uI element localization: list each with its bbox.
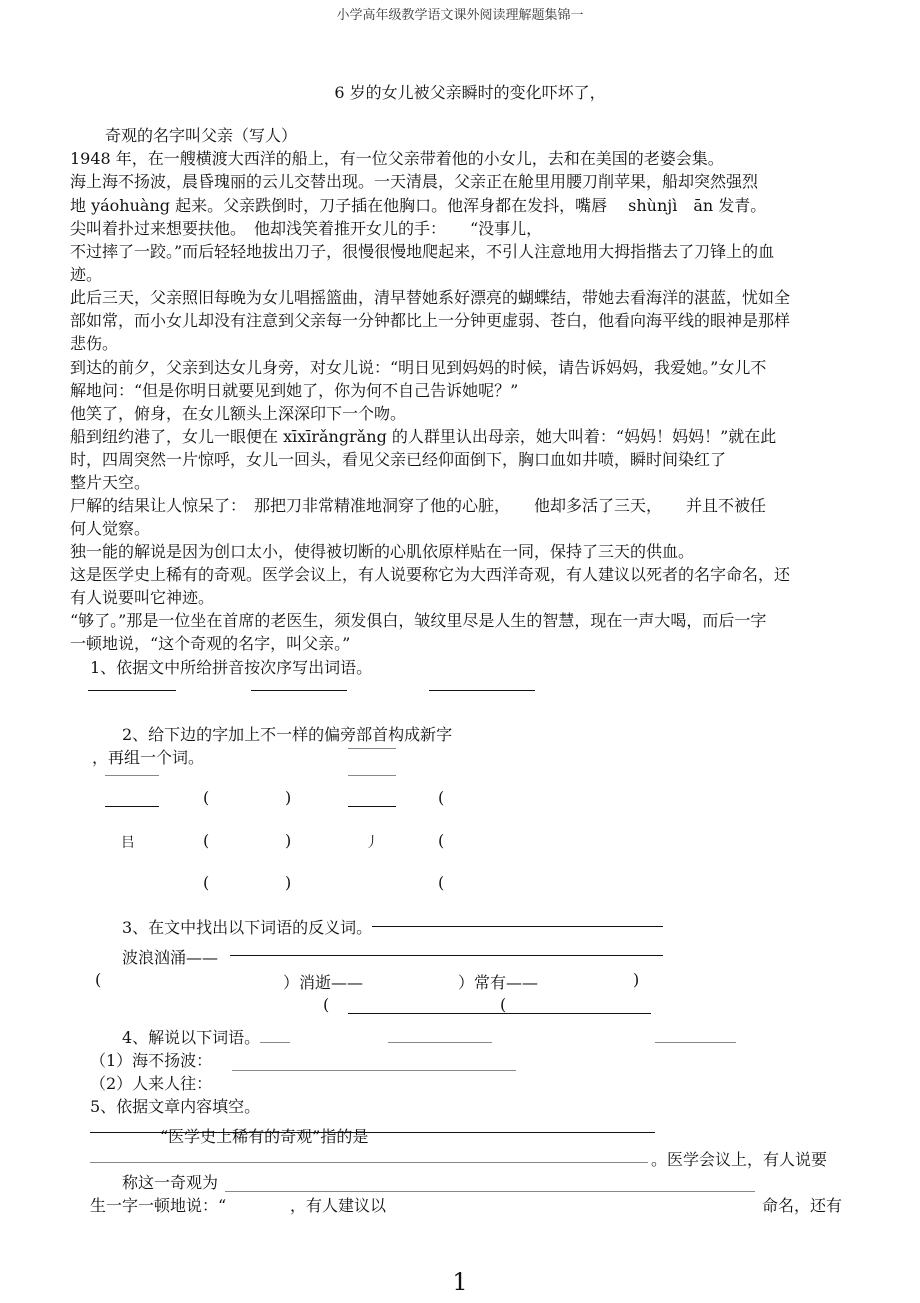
paren-left: ( (500, 995, 507, 1014)
q5-line: 称这一奇观为 (122, 1173, 219, 1192)
story-line: 有人说要叫它神迹。 (70, 588, 215, 607)
answer-blank[interactable] (105, 775, 159, 776)
answer-blank[interactable] (251, 690, 347, 691)
answer-blank[interactable] (260, 1042, 290, 1043)
story-line: 1948 年，在一艘横渡大西洋的船上，有一位父亲带着他的小女儿，去和在美国的老婆会集。 (70, 149, 724, 168)
paren-right: ) (285, 831, 292, 850)
radical-char: 㠯 (121, 835, 135, 851)
q5-line: ，有人建议以 (290, 1196, 387, 1215)
paren-left: ( (438, 831, 445, 850)
answer-blank[interactable] (348, 806, 396, 807)
answer-blank[interactable] (372, 926, 663, 927)
paren-left: ( (203, 831, 210, 850)
radical-char: 丿 (365, 835, 379, 851)
q3-item: ）消逝—— (283, 973, 364, 992)
q5-line: “医学史上稀有的奇观”指的是 (160, 1127, 369, 1146)
q4-item: （1）海不扬波： (90, 1051, 213, 1070)
answer-blank[interactable] (388, 1042, 492, 1043)
question-2: 2、给下边的字加上不一样的偏旁部首构成新字 (122, 725, 453, 744)
q5-line: 。医学会议上，有人说要 (651, 1150, 828, 1169)
story-line: “够了。”那是一位坐在首席的老医生，须发俱白，皱纹里尽是人生的智慧，现在一声大喝，而后一字 (70, 611, 767, 630)
answer-blank[interactable] (655, 1042, 736, 1043)
page-number: 1 (452, 1268, 468, 1296)
question-3: 3、在文中找出以下词语的反义词。 (122, 918, 373, 937)
story-line: 解地问：“但是你明日就要见到她了，你为何不自己告诉她呢？” (70, 381, 519, 400)
story-line: 迹。 (70, 265, 103, 284)
story-line: 尸解的结果让人惊呆了： 那把刀非常精准地洞穿了他的心脏， 他却多活了三天， 并且不被任 (70, 496, 767, 515)
paren-left: ( (203, 788, 210, 807)
paren-left: ( (95, 970, 102, 989)
story-line: 他笑了，俯身，在女儿额头上深深印下一个吻。 (70, 404, 407, 423)
answer-blank[interactable] (348, 748, 396, 749)
paren-right: ) (633, 970, 640, 989)
story-line: 海上海不扬波，晨昏瑰丽的云儿交替出现。一天清晨，父亲正在舱里用腰刀削苹果，船却突然强烈 (70, 172, 759, 191)
paren-left: ( (438, 788, 445, 807)
answer-blank[interactable] (348, 775, 396, 776)
q4-item: （2）人来人往： (90, 1074, 213, 1093)
story-line: 部如常，而小女儿却没有注意到父亲每一分钟都比上一分钟更虚弱、苍白，他看向海平线的眼神是那样 (70, 311, 791, 330)
story-line: 时，四周突然一片惊呼，女儿一回头，看见父亲已经仰面倒下，胸口血如井喷，瞬时间染红了 (70, 450, 727, 469)
page-header: 小学高年级教学语文课外阅读理解题集锦一 (336, 8, 584, 23)
q5-line: 命名，还有 (762, 1196, 843, 1215)
story-line: 到达的前夕，父亲到达女儿身旁，对女儿说：“明日见到妈妈的时候，请告诉妈妈，我爱她。”女儿不 (70, 358, 767, 377)
story-line: 船到纽约港了，女儿一眼便在 xīxīrǎngrǎng 的人群里认出母亲，她大叫着：“妈妈！妈妈！”就在此 (70, 427, 777, 446)
q3-item: ）常有—— (458, 973, 539, 992)
story-line: 何人觉察。 (70, 519, 151, 538)
story-line: 一顿地说，“这个奇观的名字，叫父亲。” (70, 634, 351, 653)
paren-right: ) (285, 788, 292, 807)
article-title: 6 岁的女儿被父亲瞬时的变化吓坏了， (334, 83, 606, 102)
question-1: 1、依据文中所给拼音按次序写出词语。 (90, 658, 373, 677)
story-line: 尖叫着扑过来想要扶他。 他却浅笑着推开女儿的手： “没事儿， (70, 219, 543, 238)
paren-left: ( (323, 995, 330, 1014)
paren-right: ) (285, 873, 292, 892)
question-5: 5、依据文章内容填空。 (90, 1097, 261, 1116)
story-line: 地 yáohuàng 起来。父亲跌倒时，刀子插在他胸口。他浑身都在发抖，嘴唇 shùnjì ān 发青。 (70, 196, 767, 215)
story-line: 不过摔了一跤。”而后轻轻地拔出刀子，很慢很慢地爬起来，不引人注意地用大拇指揩去了刀锋上的血 (70, 242, 775, 261)
answer-blank[interactable] (225, 1191, 755, 1192)
story-line: 整片天空。 (70, 473, 151, 492)
answer-blank[interactable] (230, 955, 663, 956)
paren-left: ( (203, 873, 210, 892)
story-line: 悲伤。 (70, 334, 119, 353)
story-line: 这是医学史上稀有的奇观。医学会议上，有人说要称它为大西洋奇观，有人建议以死者的名字命名，还 (70, 565, 791, 584)
answer-blank[interactable] (429, 690, 535, 691)
story-line: 独一能的解说是因为创口太小，使得被切断的心肌依原样贴在一同，保持了三天的供血。 (70, 542, 695, 561)
answer-blank[interactable] (105, 806, 159, 807)
question-4: 4、解说以下词语。 (122, 1028, 261, 1047)
q5-line: 生一字一顿地说：“ (90, 1196, 227, 1215)
answer-blank[interactable] (90, 1162, 648, 1163)
story-title: 奇观的名字叫父亲（写人） (105, 126, 298, 145)
answer-blank[interactable] (232, 1070, 516, 1071)
question-2-continued: ，再组一个词。 (92, 748, 205, 767)
q3-item: 波浪汹涌—— (122, 948, 219, 967)
paren-left: ( (438, 873, 445, 892)
answer-blank[interactable] (88, 690, 176, 691)
story-line: 此后三天，父亲照旧每晚为女儿唱摇篮曲，清早替她系好漂亮的蝴蝶结，带她去看海洋的湛蓝，忧如全 (70, 288, 791, 307)
